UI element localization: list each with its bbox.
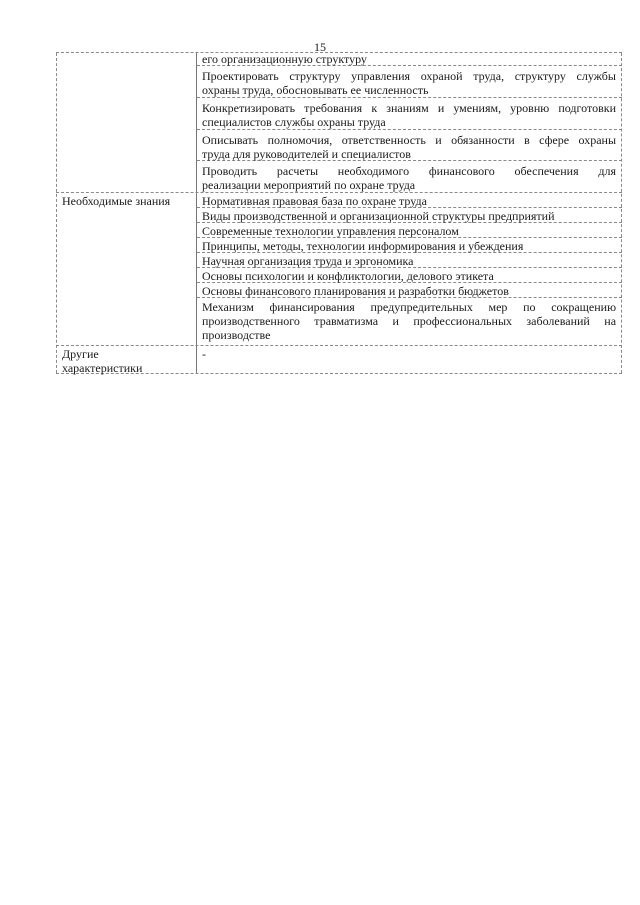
knowledge-item: Основы финансового планирования и разработки бюджетов — [202, 284, 509, 298]
knowledge-item-line: производственного травматизма и профессиональных заболеваний на — [202, 315, 616, 328]
knowledge-item: Виды производственной и организационной структуры предприятий — [202, 209, 555, 223]
knowledge-item: Принципы, методы, технологии информирования и убеждения — [202, 239, 524, 253]
other-value: - — [202, 347, 206, 361]
skill-item-line: реализации мероприятий по охране труда — [202, 178, 416, 192]
skill-item-line: охраны труда, обосновывать ее численность — [202, 83, 429, 97]
knowledge-label: Необходимые знания — [62, 194, 171, 208]
page-number: 15 — [314, 40, 326, 54]
skill-item-line: Проектировать структуру управления охраной труда, структуру службы — [202, 70, 616, 83]
other-label: Другие — [62, 347, 99, 361]
knowledge-item: Нормативная правовая база по охране труда — [202, 194, 427, 208]
skill-item-line: специалистов службы охраны труда — [202, 115, 386, 129]
knowledge-item: Основы психологии и конфликтологии, делового этикета — [202, 269, 494, 283]
row-divider — [197, 97, 622, 98]
knowledge-item-line: Механизм финансирования предупредительных мер по сокращению — [202, 301, 616, 314]
row-divider — [56, 192, 622, 193]
knowledge-item-line: производстве — [202, 328, 271, 342]
row-divider — [56, 345, 622, 346]
skill-item-line: труда для руководителей и специалистов — [202, 147, 411, 161]
skill-item-line: Конкретизировать требования к знаниям и умениям, уровню подготовки — [202, 102, 616, 115]
skill-continuation-line: его организационную структуру — [202, 52, 367, 66]
skill-item-line: Проводить расчеты необходимого финансового обеспечения для — [202, 165, 616, 178]
row-divider — [197, 129, 622, 130]
knowledge-item: Современные технологии управления персоналом — [202, 224, 459, 238]
competency-table — [56, 52, 622, 374]
other-label: характеристики — [62, 361, 143, 375]
knowledge-item: Научная организация труда и эргономика — [202, 254, 414, 268]
table-left-column — [56, 53, 197, 373]
skill-item-line: Описывать полномочия, ответственность и обязанности в сфере охраны — [202, 134, 616, 147]
